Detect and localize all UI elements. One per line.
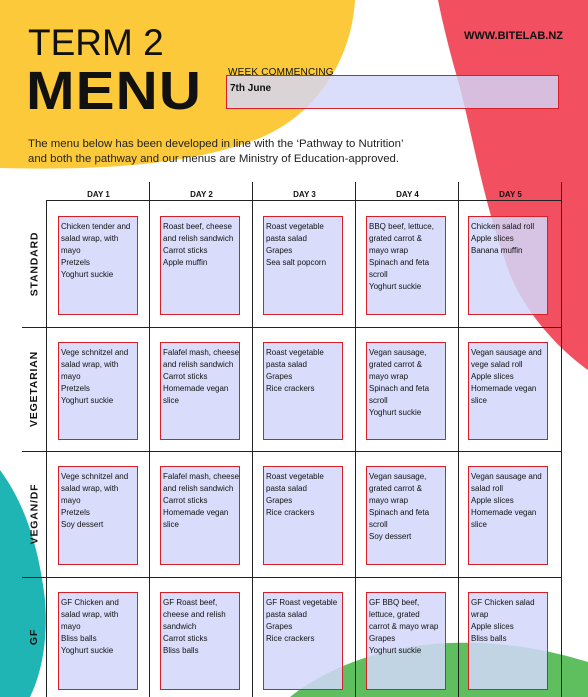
menu-item: mayo [61,622,81,631]
menu-item: GF Chicken salad [471,598,535,607]
row-label-text: STANDARD [28,231,41,296]
day-header-1: DAY 1 [87,190,110,199]
menu-item: and relish sandwich [163,360,234,369]
menu-item: GF Roast vegetable [266,598,338,607]
intro-text [28,137,468,167]
grid-line [22,577,562,578]
menu-cell-standard-day1[interactable] [58,216,138,315]
menu-item: GF Chicken and [61,598,119,607]
menu-item: mayo wrap [369,496,409,505]
menu-cell-gf-day2[interactable] [160,592,240,690]
menu-cell-gf-day1[interactable] [58,592,138,690]
menu-item: mayo wrap [369,246,409,255]
menu-cell-standard-day4[interactable] [366,216,446,315]
menu-item: Apple slices [471,622,514,631]
row-label-gf [22,577,46,697]
menu-item: and relish sandwich [163,234,234,243]
menu-item: Yoghurt suckie [369,646,422,655]
menu-item: Rice crackers [266,508,315,517]
menu-cell-standard-day2[interactable] [160,216,240,315]
menu-cell-vegan-df-day2[interactable] [160,466,240,565]
menu-item: Apple slices [471,234,514,243]
menu-item: Vegan sausage and [471,472,542,481]
row-label-vegan-df [22,451,46,577]
row-label-text: VEGETARIAN [28,350,40,428]
intro-line: The menu below has been developed in line with the ‘Pathway to Nutrition’ [28,138,404,150]
menu-item: grated carrot & [369,234,422,243]
grid-line [46,200,47,697]
menu-item: Carrot sticks [163,246,208,255]
menu-cell-standard-day3[interactable] [263,216,343,315]
day-header-3: DAY 3 [293,190,316,199]
menu-item: slice [471,520,488,529]
menu-item: GF BBQ beef, [369,598,420,607]
menu-item: Homemade vegan [163,508,229,517]
row-label-standard [22,200,46,327]
menu-item: Homemade vegan [471,508,537,517]
menu-item: slice [471,396,488,405]
grid-line [561,182,562,697]
menu-item: Grapes [266,496,293,505]
week-commencing-field[interactable] [226,75,559,109]
menu-item: Yoghurt suckie [369,282,422,291]
menu-item: Vegan sausage, [369,472,427,481]
grid-line [22,451,562,452]
grid-line [22,327,562,328]
week-commencing-label: WEEK COMMENCING [228,67,334,78]
menu-item: scroll [369,396,388,405]
menu-item: Carrot sticks [163,634,208,643]
menu-item: Banana muffin [471,246,523,255]
menu-item: Spinach and feta [369,384,430,393]
menu-item: salad roll [471,484,504,493]
grid-line [252,182,253,697]
menu-item: salad wrap, with [61,484,119,493]
menu-item: Pretzels [61,508,90,517]
menu-item: scroll [369,270,388,279]
menu-item: Grapes [369,634,396,643]
menu-item: pasta salad [266,610,307,619]
menu-item: Bliss balls [61,634,97,643]
menu-item: Spinach and feta [369,258,430,267]
grid-line [149,182,150,697]
term-heading: TERM 2 [28,22,164,63]
week-commencing-value: 7th June [230,83,272,94]
menu-item: GF Roast beef, [163,598,218,607]
menu-item: Carrot sticks [163,496,208,505]
menu-item: sandwich [163,622,197,631]
menu-item: pasta salad [266,484,307,493]
menu-item: Vegan sausage, [369,348,427,357]
menu-item: Chicken tender and [61,222,131,231]
menu-item: Apple slices [471,372,514,381]
day-header-4: DAY 4 [396,190,419,199]
menu-item: pasta salad [266,234,307,243]
menu-item: cheese and relish [163,610,226,619]
menu-item: Yoghurt suckie [61,270,114,279]
menu-item: salad wrap, with [61,610,119,619]
menu-item: salad wrap, with [61,360,119,369]
row-label-vegetarian [22,327,46,451]
menu-item: Carrot sticks [163,372,208,381]
menu-item: Yoghurt suckie [369,408,422,417]
menu-item: Falafel mash, cheese [163,348,240,357]
intro-line: and both the pathway and our menus are Ministry of Education-approved. [28,153,400,165]
menu-item: Vege schnitzel and [61,348,129,357]
menu-item: Chicken salad roll [471,222,535,231]
website-link[interactable]: WWW.BITELAB.NZ [464,30,563,42]
menu-item: Bliss balls [471,634,507,643]
menu-item: mayo [61,496,81,505]
menu-cell-vegetarian-day1[interactable] [58,342,138,440]
grid-line [458,182,459,697]
menu-item: mayo wrap [369,372,409,381]
grid-line [46,200,562,201]
menu-cell-vegetarian-day3[interactable] [263,342,343,440]
menu-item: Spinach and feta [369,508,430,517]
menu-cell-standard-day5[interactable] [468,216,548,315]
menu-cell-vegan-df-day3[interactable] [263,466,343,565]
menu-item: Yoghurt suckie [61,646,114,655]
menu-item: Bliss balls [163,646,199,655]
menu-cell-vegetarian-day4[interactable] [366,342,446,440]
menu-item: vege salad roll [471,360,523,369]
menu-cell-vegan-df-day4[interactable] [366,466,446,565]
menu-item: carrot & mayo wrap [369,622,439,631]
row-label-text: VEGAN/DF [28,483,40,545]
menu-item: wrap [471,610,489,619]
menu-cell-vegan-df-day1[interactable] [58,466,138,565]
menu-cell-vegan-df-day5[interactable] [468,466,548,565]
menu-item: grated carrot & [369,484,422,493]
menu-item: Roast vegetable [266,348,324,357]
menu-item: Roast vegetable [266,222,324,231]
menu-item: Vegan sausage and [471,348,542,357]
menu-item: and relish sandwich [163,484,234,493]
menu-cell-vegetarian-day2[interactable] [160,342,240,440]
menu-item: Pretzels [61,258,90,267]
menu-item: Apple muffin [163,258,208,267]
grid-line [355,182,356,697]
menu-item: slice [163,520,180,529]
menu-item: BBQ beef, lettuce, [369,222,434,231]
menu-item: slice [163,396,180,405]
menu-item: Grapes [266,622,293,631]
menu-item: Rice crackers [266,384,315,393]
menu-item: Soy dessert [369,532,412,541]
menu-item: Rice crackers [266,634,315,643]
row-label-text: GF [28,628,40,646]
menu-item: Roast beef, cheese [163,222,232,231]
menu-item: Grapes [266,372,293,381]
menu-cell-vegetarian-day5[interactable] [468,342,548,440]
menu-item: pasta salad [266,360,307,369]
menu-item: Apple slices [471,496,514,505]
menu-item: scroll [369,520,388,529]
page-title: MENU [26,61,203,121]
menu-item: grated carrot & [369,360,422,369]
menu-item: Grapes [266,246,293,255]
day-header-2: DAY 2 [190,190,213,199]
menu-item: mayo [61,372,81,381]
menu-item: salad wrap, with [61,234,119,243]
menu-item: Homemade vegan [163,384,229,393]
menu-item: Falafel mash, cheese [163,472,240,481]
menu-item: Homemade vegan [471,384,537,393]
menu-item: Pretzels [61,384,90,393]
menu-cell-gf-day5[interactable] [468,592,548,690]
menu-cell-gf-day3[interactable] [263,592,343,690]
menu-item: Vege schnitzel and [61,472,129,481]
menu-item: Sea salt popcorn [266,258,327,267]
day-header-5: DAY 5 [499,190,522,199]
menu-item: Roast vegetable [266,472,324,481]
menu-cell-gf-day4[interactable] [366,592,446,690]
menu-item: Yoghurt suckie [61,396,114,405]
menu-item: Soy dessert [61,520,104,529]
menu-item: lettuce, grated [369,610,420,619]
menu-item: mayo [61,246,81,255]
